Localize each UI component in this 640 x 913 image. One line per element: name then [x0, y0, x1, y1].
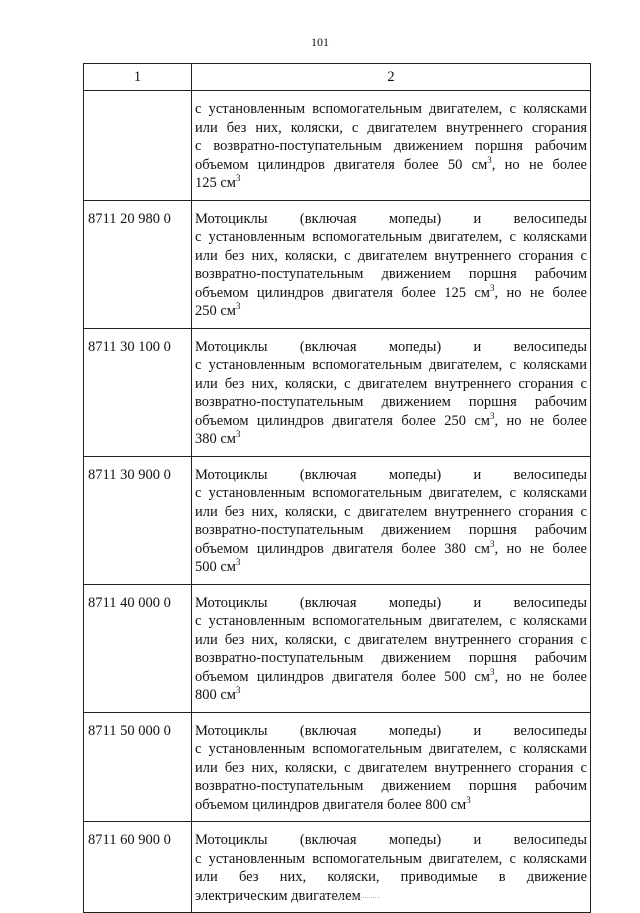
- page-number: 101: [311, 35, 329, 49]
- tariff-code: [84, 91, 192, 201]
- tariff-code: 8711 60 900 0: [84, 822, 192, 913]
- tariff-description: Мотоциклы (включая мопеды) и велосипеды с установленным вспомогательным двигателем, с колясками или без них, коляски, с двигателем внутреннего сгорания с возвратно-поступательным движением поршня рабочим объемом цилиндров двигателя более 380 $см^3$, но не более 500 $см^3$: [192, 456, 591, 584]
- scan-artifact: [330, 897, 380, 902]
- tariff-description: Мотоциклы (включая мопеды) и велосипеды с установленным вспомогательным двигателем, с колясками или без них, коляски, с двигателем внутреннего сгорания с возвратно-поступательным движением поршня рабочим объемом цилиндров двигателя более 250 $см^3$, но не более 380 $см^3$: [192, 328, 591, 456]
- tariff-code: 8711 20 980 0: [84, 200, 192, 328]
- table-row: [84, 712, 591, 822]
- tariff-code: 8711 30 900 0: [84, 456, 192, 584]
- header-row: [84, 64, 591, 91]
- tariff-description: Мотоциклы (включая мопеды) и велосипеды с установленным вспомогательным двигателем, с колясками или без них, коляски, приводимые в движение электрическим двигателем: [192, 822, 591, 913]
- table-row: [84, 584, 591, 712]
- table-row: [84, 91, 591, 201]
- tariff-description: Мотоциклы (включая мопеды) и велосипеды с установленным вспомогательным двигателем, с колясками или без них, коляски, с двигателем внутреннего сгорания с возвратно-поступательным движением поршня рабочим объемом цилиндров двигателя более 125 $см^3$, но не более 250 $см^3$: [192, 200, 591, 328]
- column-header-1: 1: [84, 64, 192, 91]
- table-row: [84, 456, 591, 584]
- tariff-description: Мотоциклы (включая мопеды) и велосипеды с установленным вспомогательным двигателем, с колясками или без них, коляски, с двигателем внутреннего сгорания с возвратно-поступательным движением поршня рабочим объемом цилиндров двигателя более 500 $см^3$, но не более 800 $см^3$: [192, 584, 591, 712]
- table-row: [84, 200, 591, 328]
- tariff-description: с установленным вспомогательным двигателем, с колясками или без них, коляски, с двигателем внутреннего сгорания с возвратно-поступательным движением поршня рабочим объемом цилиндров двигателя более 50 $см^3$, но не более 125 $см^3$: [192, 91, 591, 201]
- tariff-code: 8711 30 100 0: [84, 328, 192, 456]
- tariff-code: 8711 50 000 0: [84, 712, 192, 822]
- column-header-2: 2: [192, 64, 591, 91]
- tariff-description: Мотоциклы (включая мопеды) и велосипеды с установленным вспомогательным двигателем, с колясками или без них, коляски, с двигателем внутреннего сгорания с возвратно-поступательным движением поршня рабочим объемом цилиндров двигателя более 800 $см^3$: [192, 712, 591, 822]
- tariff-table: [83, 63, 591, 913]
- tariff-code: 8711 40 000 0: [84, 584, 192, 712]
- table-row: [84, 328, 591, 456]
